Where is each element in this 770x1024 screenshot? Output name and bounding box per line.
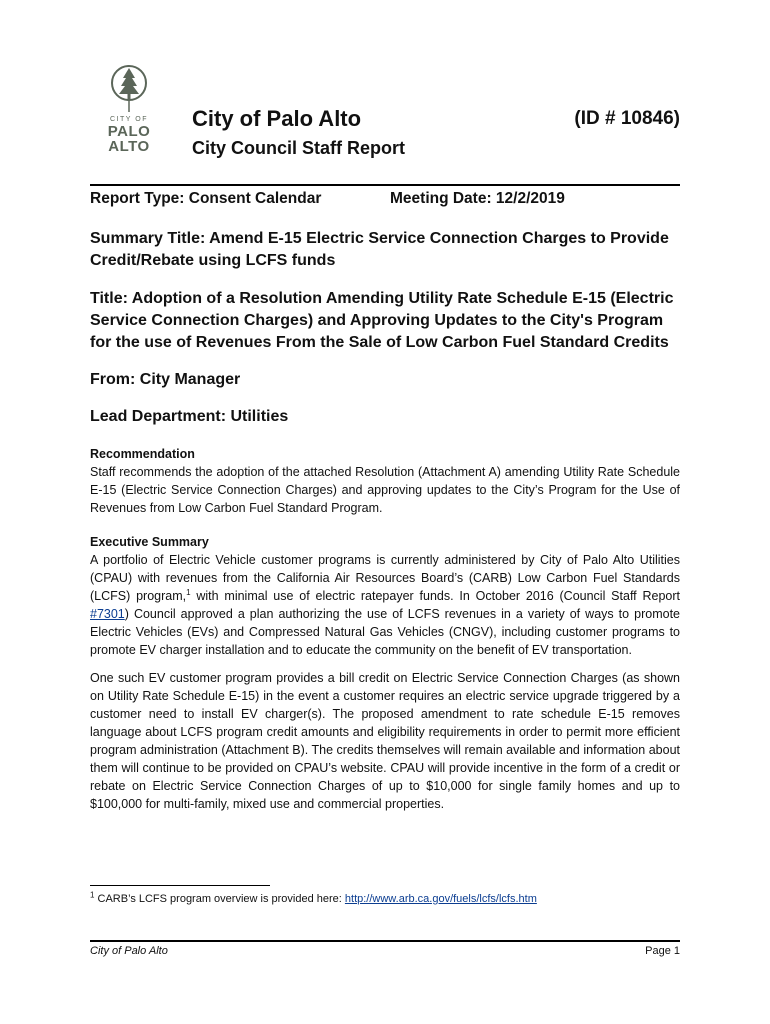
logo-palo: PALO	[107, 123, 151, 140]
recommendation-text: Staff recommends the adoption of the attached Resolution (Attachment A) amending Utility Rate Schedule E-15 (Electric Service Connection Charges) and approving updates to the City’s Program for the Use of Revenues from Low Carbon Fuel Standard Program.	[90, 465, 680, 515]
footnote-divider	[90, 885, 270, 886]
redwood-tree-icon	[110, 64, 148, 114]
footnote-text: CARB’s LCFS program overview is provided here:	[94, 893, 345, 905]
report-id: (ID # 10846)	[574, 108, 680, 129]
es-p1-text-b: with minimal use of electric ratepayer funds. In October 2016 (Council Staff Report	[190, 589, 680, 603]
report-title: City of Palo Alto	[192, 106, 362, 131]
es-p1-text-c: ) Council approved a plan authorizing the use of LCFS revenues in a variety of ways to promote Electric Vehicles (EVs) and Compressed Natural Gas Vehicles (CNGV), including customer programs to promote EV charger installation and to educate the community on the benefit of EV transportation.	[90, 607, 680, 657]
recommendation-heading: Recommendation	[90, 447, 195, 461]
city-logo	[106, 64, 152, 160]
agenda-title: Title: Adoption of a Resolution Amending Utility Rate Schedule E-15 (Electric Service Connection Charges) and Approving Updates to the City's Program for the use of Revenues From the Sale of Low Carbon Fuel Standard Credits	[90, 290, 674, 351]
footnote-number: 1	[90, 890, 95, 900]
staff-report-7301-link[interactable]: #7301	[90, 607, 125, 621]
footer-city: City of Palo Alto	[90, 945, 168, 957]
executive-summary-p2: One such EV customer program provides a bill credit on Electric Service Connection Charges (as shown on Utility Rate Schedule E-15) in the event a customer requires an electric service upgrade triggered by a customer need to install EV charger(s). The proposed amendment to rate schedule E-15 removes language about LCFS program credit amounts and eligibility requirements in order to permit more efficient program administration (Attachment B). The credits themselves will remain available and information about them will continue to be provided on CPAU’s website. CPAU will provide incentive in the form of a credit or rebate on Electric Service Connection Charges of up to $10,000 for single family homes and up to $100,000 for multi-family, mixed use and commercial properties.	[90, 671, 680, 811]
report-subtitle: City Council Staff Report	[192, 138, 406, 158]
executive-summary-heading: Executive Summary	[90, 535, 209, 549]
executive-summary-p1	[90, 551, 680, 659]
summary-title: Summary Title: Amend E-15 Electric Service Connection Charges to Provide Credit/Rebate using LCFS funds	[90, 230, 669, 269]
lead-department: Lead Department: Utilities	[90, 408, 289, 425]
logo-city-of: CITY OF	[110, 116, 148, 123]
header-divider	[90, 184, 680, 186]
page-number: Page 1	[645, 945, 680, 957]
footer-divider	[90, 940, 680, 942]
footnote	[90, 890, 537, 905]
es-p1-text-a: A portfolio of Electric Vehicle customer programs is currently administered by City of Palo Alto Utilities (CPAU) with revenues from the California Air Resources Board’s (CARB) Low Carbon Fuel Standards (LCFS) program,	[90, 553, 680, 603]
from-line: From: City Manager	[90, 371, 241, 388]
footnote-ref[interactable]: 1	[186, 587, 191, 597]
report-type: Report Type: Consent Calendar	[90, 190, 322, 207]
meeting-date: Meeting Date: 12/2/2019	[390, 190, 565, 207]
logo-alto: ALTO	[108, 138, 150, 155]
carb-lcfs-link[interactable]: http://www.arb.ca.gov/fuels/lcfs/lcfs.htm	[344, 893, 537, 905]
